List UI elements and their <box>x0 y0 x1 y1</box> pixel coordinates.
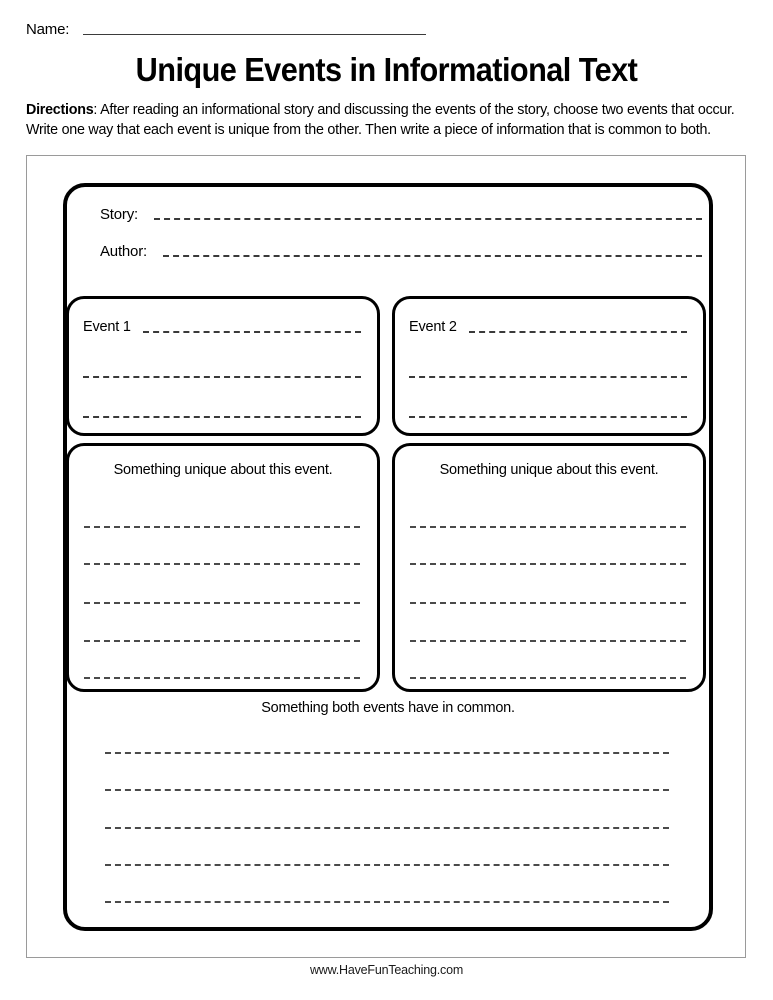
unique-2-write-line-5[interactable] <box>410 677 686 679</box>
unique-2-caption: Something unique about this event. <box>439 462 659 478</box>
common-write-line-1[interactable] <box>105 752 669 754</box>
event-2-box <box>392 296 706 436</box>
name-label: Name: <box>26 21 70 38</box>
directions-separator: : <box>93 102 98 118</box>
unique-2-write-line-3[interactable] <box>410 602 686 604</box>
unique-2-box <box>392 443 706 692</box>
directions-body: After reading an informational story and discussing the events of the story, choose two events that occur. Write one way that each event is unique from the other. Then write a piece of information that is common to both. <box>26 102 735 138</box>
author-field-row <box>100 243 702 260</box>
story-write-line[interactable] <box>154 218 702 220</box>
story-label: Story: <box>100 206 138 223</box>
unique-1-box <box>66 443 380 692</box>
event-1-write-line-3[interactable] <box>83 416 361 418</box>
event-2-write-line-1[interactable] <box>469 331 687 333</box>
unique-2-write-line-2[interactable] <box>410 563 686 565</box>
common-caption: Something both events have in common. <box>261 700 515 716</box>
footer-url[interactable]: www.HaveFunTeaching.com <box>309 963 464 977</box>
event-2-write-line-2[interactable] <box>409 376 687 378</box>
event-1-box <box>66 296 380 436</box>
common-write-line-3[interactable] <box>105 827 669 829</box>
unique-1-write-line-1[interactable] <box>84 526 360 528</box>
story-field-row <box>100 206 702 223</box>
directions-text <box>26 100 748 140</box>
unique-1-caption: Something unique about this event. <box>113 462 333 478</box>
name-field-row <box>26 22 426 38</box>
common-write-line-2[interactable] <box>105 789 669 791</box>
event-1-write-line-1[interactable] <box>143 331 361 333</box>
event-1-label: Event 1 <box>83 319 131 335</box>
unique-1-write-line-3[interactable] <box>84 602 360 604</box>
name-write-line[interactable] <box>83 34 426 35</box>
author-label: Author: <box>100 243 147 260</box>
event-1-write-line-2[interactable] <box>83 376 361 378</box>
event-2-header <box>409 319 687 335</box>
page-title: Unique Events in Informational Text <box>135 51 638 88</box>
event-1-header <box>83 319 361 335</box>
common-write-line-5[interactable] <box>105 901 669 903</box>
common-write-line-4[interactable] <box>105 864 669 866</box>
directions-label: Directions <box>26 102 94 118</box>
unique-1-write-line-2[interactable] <box>84 563 360 565</box>
event-2-label: Event 2 <box>409 319 457 335</box>
author-write-line[interactable] <box>163 255 702 257</box>
unique-1-write-line-5[interactable] <box>84 677 360 679</box>
event-2-write-line-3[interactable] <box>409 416 687 418</box>
unique-1-write-line-4[interactable] <box>84 640 360 642</box>
unique-2-write-line-1[interactable] <box>410 526 686 528</box>
unique-2-write-line-4[interactable] <box>410 640 686 642</box>
